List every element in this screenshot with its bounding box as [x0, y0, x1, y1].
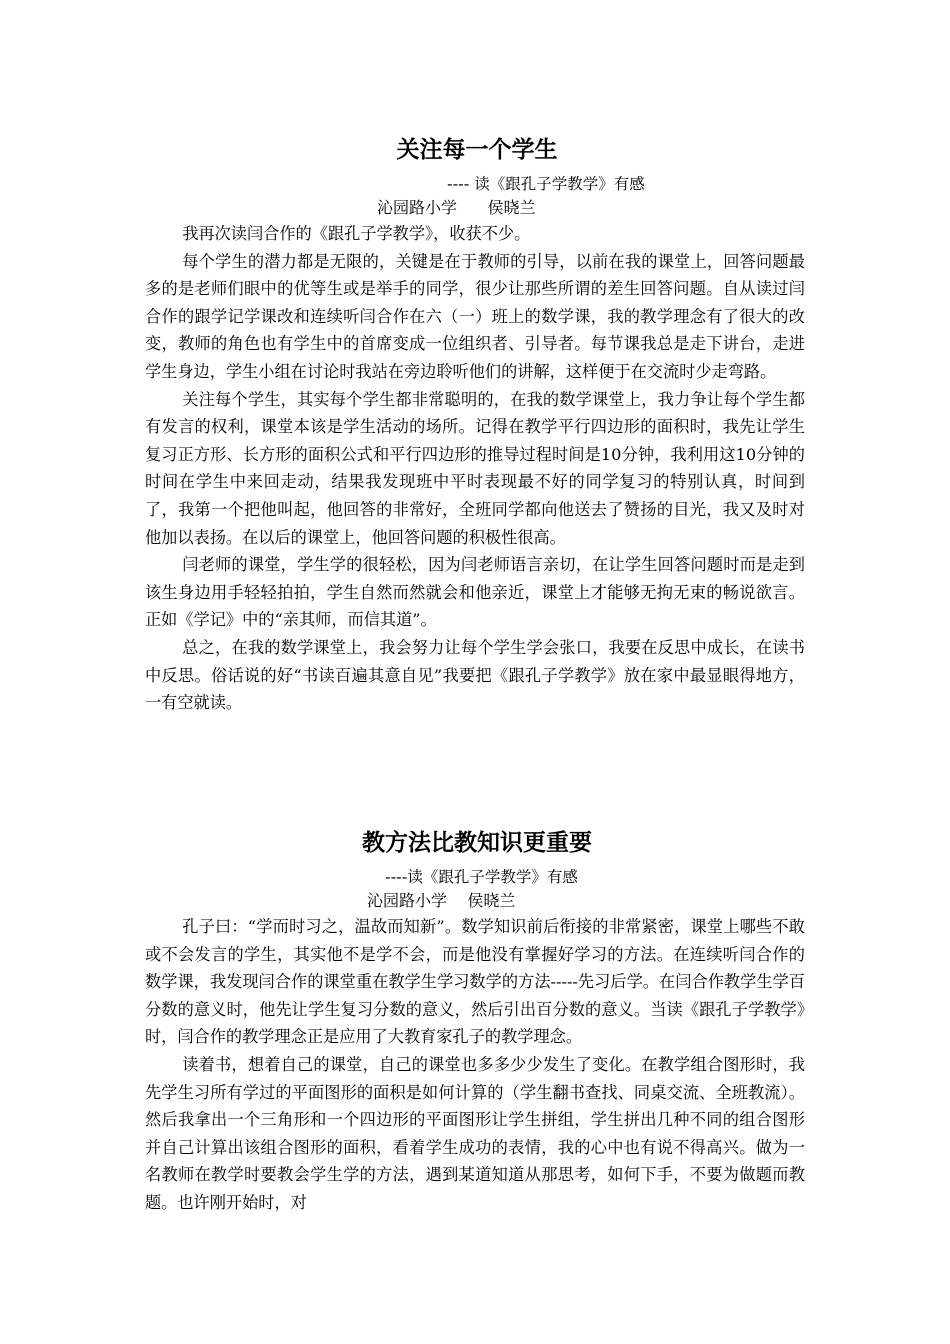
article-byline: 沁园路小学 侯晓兰 [367, 891, 516, 910]
article-subtitle: ---- 读《跟孔子学教学》有感 [447, 175, 645, 193]
article-2 [145, 826, 805, 1217]
paragraph: 闫老师的课堂，学生学的很轻松，因为闫老师语言亲切，在让学生回答问题时而是走到该生身边用手轻轻拍拍，学生自然而然就会和他亲近，课堂上才能够无拘无束的畅说欲言。正如《学记》中的“亲其师，而信其道”。 [145, 555, 805, 630]
article-title: 教方法比教知识更重要 [362, 830, 592, 856]
article-byline: 沁园路小学 侯晓兰 [377, 198, 536, 217]
paragraph: 总之，在我的数学课堂上，我会努力让每个学生学会张口，我要在反思中成长，在读书中反思。俗话说的好“书读百遍其意自见”我要把《跟孔子学教学》放在家中最显眼得地方，一有空就读。 [145, 637, 805, 713]
article-subtitle: ----读《跟孔子学教学》有感 [385, 868, 578, 886]
paragraph: 我再次读闫合作的《跟孔子学教学》，收获不少。 [182, 224, 531, 243]
article-title: 关注每一个学生 [396, 137, 558, 163]
paragraph: 读着书，想着自己的课堂，自己的课堂也多多少少发生了变化。在教学组合图形时，我先学生习所有学过的平面图形的面积是如何计算的（学生翻书查找、同桌交流、全班教流）。然后我拿出一个三角形和一个四边形的平面图形让学生拼组，学生拼出几种不同的组合图形并自己计算出该组合图形的面积，看着学生成功的表情，我的心中也有说不得高兴。做为一名教师在教学时要教会学生学的方法，遇到某道知道从那思考，如何下手，不要为做题而教题。也许刚开始时，对 [145, 1054, 805, 1212]
article-1 [145, 133, 805, 717]
paragraph: 孔子曰：“学而时习之，温故而知新”。数学知识前后衔接的非常紧密，课堂上哪些不敢或不会发言的学生，其实他不是学不会，而是他没有掌握好学习的方法。在连续听闫合作的数学课，我发现闫合作的课堂重在教学生学习数学的方法-----先习后学。在闫合作教学生学百分数的意义时，他先让学生复习分数的意义，然后引出百分数的意义。当读《跟孔子学教学》时，闫合作的教学理念正是应用了大教育家孔子的教学理念。 [145, 917, 805, 1047]
paragraph: 每个学生的潜力都是无限的，关键是在于教师的引导，以前在我的课堂上，回答问题最多的是老师们眼中的优等生或是举手的同学，很少让那些所谓的差生回答问题。自从读过闫合作的跟学记学课改和连续听闫合作在六（一）班上的数学课，我的教学理念有了很大的改变，教师的角色也有学生中的首席变成一位组织者、引导者。每节课我总是走下讲台，走进学生身边，学生小组在讨论时我站在旁边聆听他们的讲解，这样便于在交流时少走弯路。 [145, 251, 805, 381]
paragraph: 关注每个学生，其实每个学生都非常聪明的，在我的数学课堂上，我力争让每个学生都有发言的权利，课堂本该是学生活动的场所。记得在教学平行四边形的面积时，我先让学生复习正方形、长方形的面积公式和平行四边形的推导过程时间是10分钟，我利用这10分钟的时间在学生中来回走动，结果我发现班中平时表现最不好的同学复习的特别认真，时间到了，我第一个把他叫起，他回答的非常好，全班同学都向他送去了赞扬的目光，我又及时对他加以表扬。在以后的课堂上，他回答问题的积极性很高。 [145, 389, 805, 547]
